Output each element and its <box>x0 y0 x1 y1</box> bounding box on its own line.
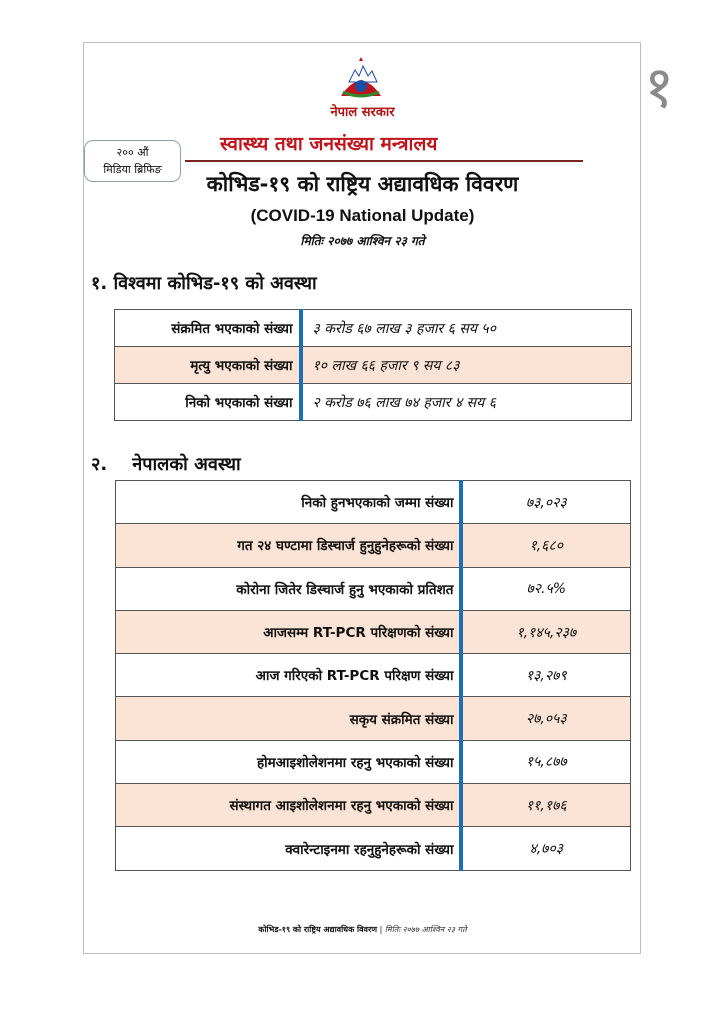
footer-title: कोभिड-१९ को राष्ट्रिय अद्यावधिक विवरण <box>258 925 378 934</box>
row-label: मृत्यु भएकाको संख्या <box>115 347 301 384</box>
row-label: होमआइशोलेशनमा रहनु भएकाको संख्या <box>116 740 461 783</box>
row-label: सकृय संक्रमित संख्या <box>116 697 461 740</box>
row-value: ७२.५% <box>461 567 631 610</box>
row-value: ३ करोड ६७ लाख ३ हजार ६ सय ५० <box>301 310 632 347</box>
table-row <box>116 654 631 697</box>
table-row <box>116 827 631 870</box>
table-row <box>116 524 631 567</box>
table-row <box>116 567 631 610</box>
row-label: क्वारेन्टाइनमा रहनुहुनेहरूको संख्या <box>116 827 461 870</box>
row-value: १३,२७९ <box>461 654 631 697</box>
table-row <box>116 481 631 524</box>
footer-date: मितिः २०७७ आश्विन २३ गते <box>384 925 467 934</box>
header-divider <box>185 160 583 162</box>
row-value: १,१४५,२३७ <box>461 610 631 653</box>
world-section-heading: १. विश्वमा कोभिड-१९ को अवस्था <box>91 273 317 294</box>
nepal-status-table <box>115 480 631 871</box>
page-title: कोभिड-१९ को राष्ट्रिय अद्यावधिक विवरण <box>206 172 519 196</box>
report-date: मितिः २०७७ आश्विन २३ गते <box>300 234 425 248</box>
briefing-label: मिडिया ब्रिफिङ <box>103 163 162 176</box>
page-title-english: (COVID-19 National Update) <box>250 206 475 225</box>
nepal-section-heading: २. नेपालको अवस्था <box>91 454 241 475</box>
row-value: ११,१७६ <box>461 784 631 827</box>
row-value: २७,०५३ <box>461 697 631 740</box>
row-label: आजसम्म RT-PCR परिक्षणको संख्या <box>116 610 461 653</box>
row-label: निको हुनभएकाको जम्मा संख्या <box>116 481 461 524</box>
row-value: १५,८७७ <box>461 740 631 783</box>
table-row <box>116 610 631 653</box>
row-value: ४,७०३ <box>461 827 631 870</box>
row-value: ७३,०२३ <box>461 481 631 524</box>
row-label: कोरोना जितेर डिस्चार्ज हुनु भएकाको प्रतिशत <box>116 567 461 610</box>
row-label: संक्रमित भएकाको संख्या <box>115 310 301 347</box>
row-label: संस्थागत आइशोलेशनमा रहनु भएकाको संख्या <box>116 784 461 827</box>
page-number: १ <box>644 53 675 121</box>
row-label: आज गरिएको RT-PCR परिक्षण संख्या <box>116 654 461 697</box>
page-footer <box>0 924 725 935</box>
row-label: गत २४ घण्टामा डिस्चार्ज हुनुहुनेहरूको संख्या <box>116 524 461 567</box>
row-value: २ करोड ७६ लाख ७४ हजार ४ सय ६ <box>301 384 632 421</box>
ministry-name: स्वास्थ्य तथा जनसंख्या मन्त्रालय <box>220 133 438 155</box>
row-value: १,६८० <box>461 524 631 567</box>
government-name: नेपाल सरकार <box>330 105 395 120</box>
world-status-table <box>114 309 632 421</box>
table-row <box>116 784 631 827</box>
table-row <box>115 347 632 384</box>
briefing-number: २०० औं <box>116 146 149 159</box>
nepal-government-emblem <box>337 56 385 100</box>
row-label: निको भएकाको संख्या <box>115 384 301 421</box>
table-row <box>115 310 632 347</box>
row-value: १० लाख ६६ हजार ९ सय ८३ <box>301 347 632 384</box>
footer-separator: | <box>379 925 383 934</box>
table-row <box>115 384 632 421</box>
table-row <box>116 740 631 783</box>
table-row <box>116 697 631 740</box>
